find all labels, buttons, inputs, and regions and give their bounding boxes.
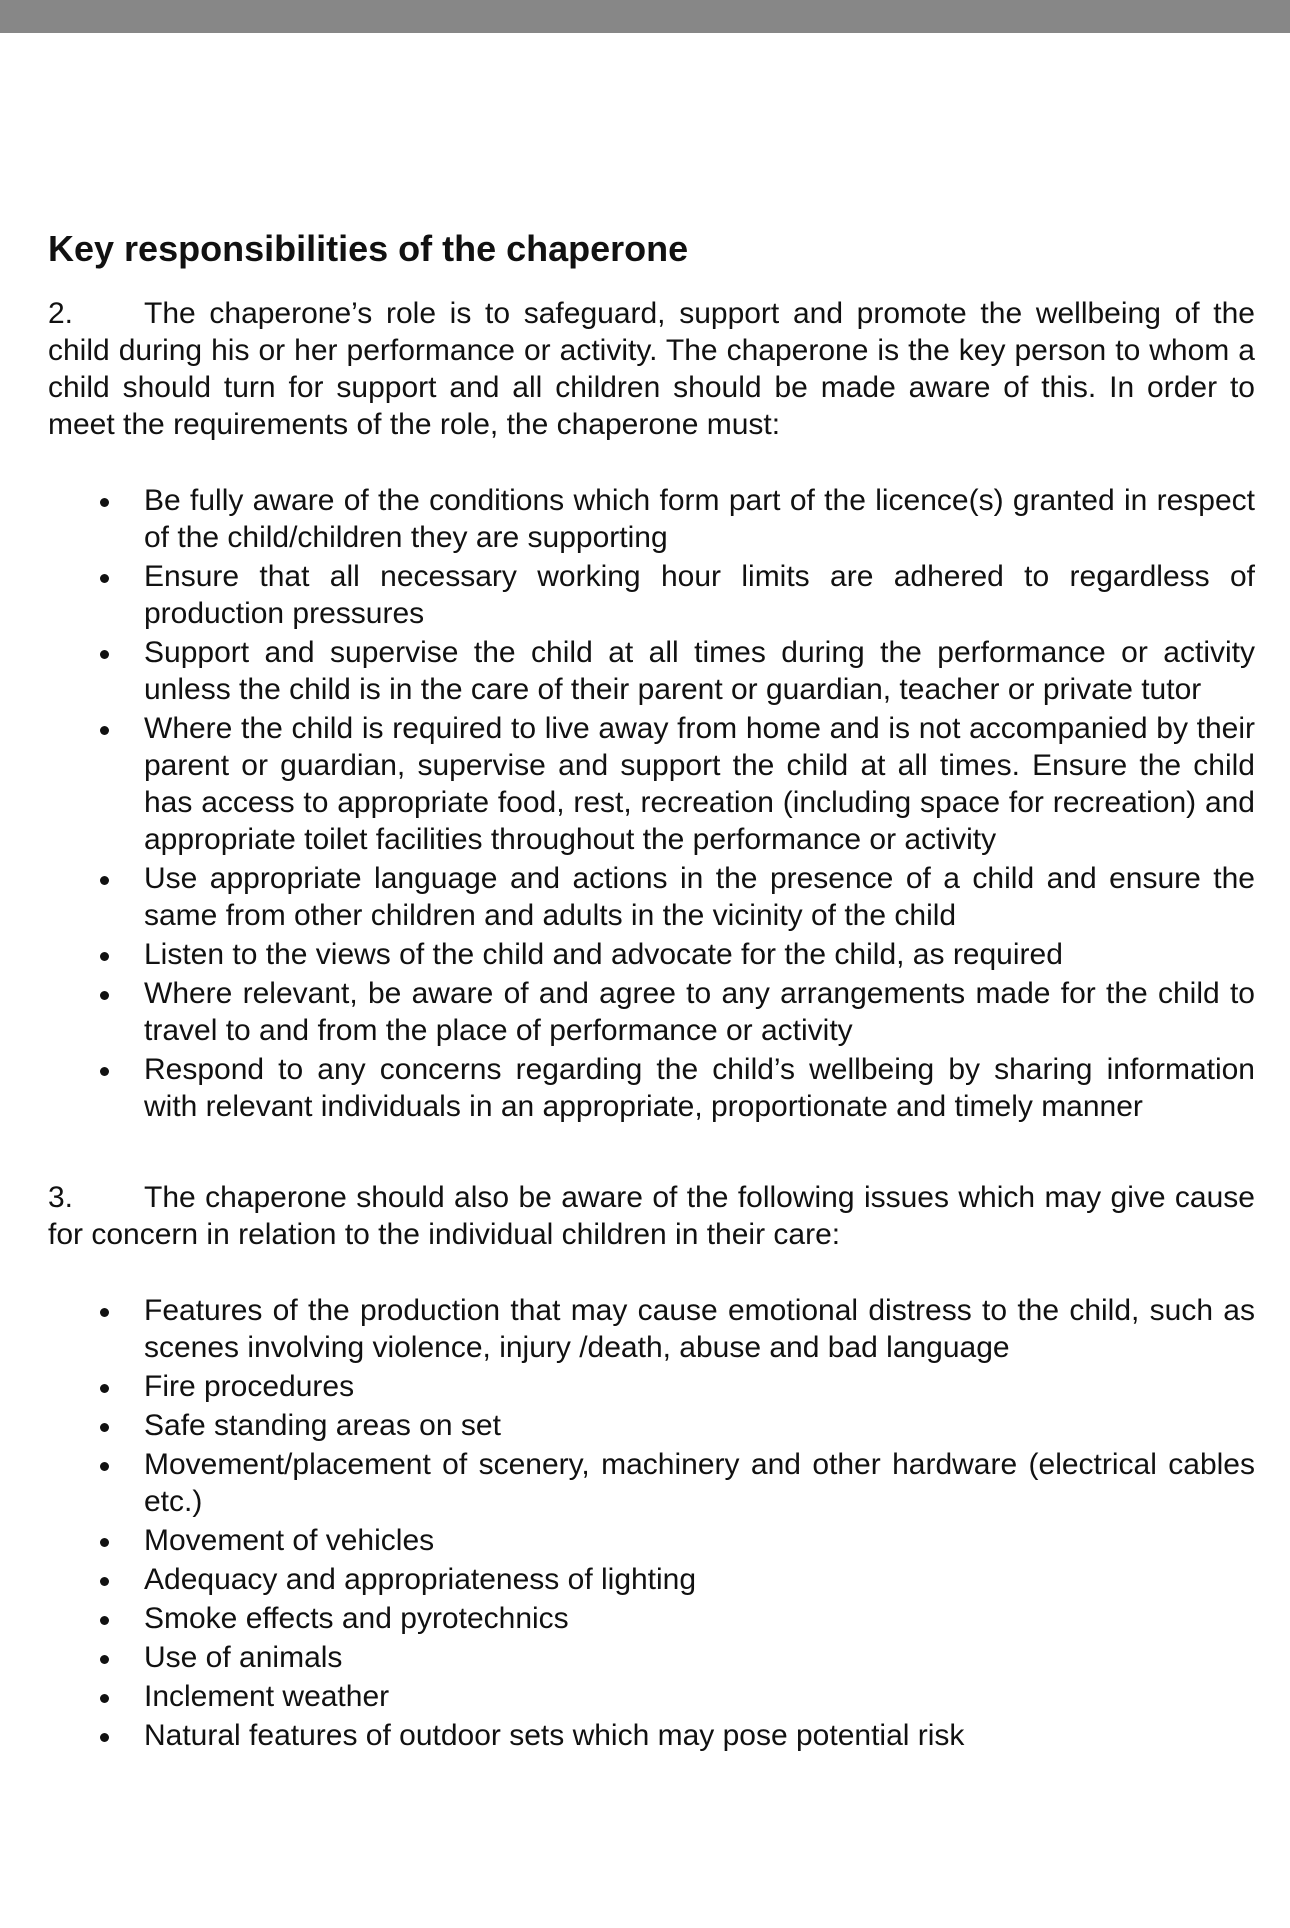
list-item: [48, 860, 1255, 934]
list-item: [48, 1639, 1255, 1676]
list-item-text: Be fully aware of the conditions which form part of the licence(s) granted in respect of the child/children they are supporting: [144, 484, 1255, 554]
list-item: [48, 1600, 1255, 1637]
section-2-number: 2.: [48, 297, 74, 330]
bullet-icon: [100, 991, 109, 1000]
list-item-text: Safe standing areas on set: [144, 1409, 501, 1442]
list-item: [48, 975, 1255, 1049]
list-item-text: Smoke effects and pyrotechnics: [144, 1602, 569, 1635]
bullet-icon: [100, 1538, 109, 1547]
list-item: [48, 1717, 1255, 1754]
list-item-text: Movement of vehicles: [144, 1524, 435, 1557]
list-item-text: Support and supervise the child at all times during the performance or activity unless the child is in the care of their parent or guardian, teacher or private tutor: [144, 636, 1255, 706]
bullet-icon: [100, 1694, 109, 1703]
list-item-text: Use of animals: [144, 1641, 343, 1674]
bullet-icon: [100, 1423, 109, 1432]
list-item-text: Where relevant, be aware of and agree to any arrangements made for the child to travel to and from the place of performance or activity: [144, 977, 1255, 1047]
list-item-text: Fire procedures: [144, 1370, 355, 1403]
bullet-icon: [100, 1308, 109, 1317]
list-item: [48, 710, 1255, 858]
bullet-icon: [100, 1067, 109, 1076]
bullet-icon: [100, 876, 109, 885]
bullet-icon: [100, 726, 109, 735]
section-3-number: 3.: [48, 1181, 74, 1214]
list-item: [48, 558, 1255, 632]
list-item: [48, 1446, 1255, 1520]
bullet-icon: [100, 498, 109, 507]
list-item: [48, 1522, 1255, 1559]
bullet-icon: [100, 952, 109, 961]
section-3-text: The chaperone should also be aware of the following issues which may give cause for concern in relation to the individual children in their care:: [48, 1181, 1255, 1251]
document-page: [48, 223, 1255, 1756]
section-2: [48, 295, 1255, 1125]
bullet-icon: [100, 574, 109, 583]
list-item: [48, 936, 1255, 973]
bullet-icon: [100, 650, 109, 659]
list-item: [48, 482, 1255, 556]
section-3: [48, 1179, 1255, 1754]
page-title: Key responsibilities of the chaperone: [48, 228, 689, 269]
list-item-text: Respond to any concerns regarding the child’s wellbeing by sharing information with relevant individuals in an appropriate, proportionate and timely manner: [144, 1053, 1255, 1123]
list-item-text: Features of the production that may cause emotional distress to the child, such as scenes involving violence, injury /death, abuse and bad language: [144, 1294, 1255, 1364]
section-2-paragraph: [48, 295, 1255, 443]
bullet-icon: [100, 1655, 109, 1664]
list-item: [48, 1561, 1255, 1598]
bullet-icon: [100, 1384, 109, 1393]
section-2-bullet-list: [48, 482, 1255, 1125]
bullet-icon: [100, 1577, 109, 1586]
list-item: [48, 634, 1255, 708]
bullet-icon: [100, 1462, 109, 1471]
list-item: [48, 1407, 1255, 1444]
list-item: [48, 1051, 1255, 1125]
top-status-bar: [0, 0, 1290, 33]
list-item-text: Adequacy and appropriateness of lighting: [144, 1563, 697, 1596]
list-item-text: Natural features of outdoor sets which may pose potential risk: [144, 1719, 965, 1752]
list-item-text: Inclement weather: [144, 1680, 390, 1713]
list-item-text: Where the child is required to live away from home and is not accompanied by their parent or guardian, supervise and support the child at all times. Ensure the child has access to appropriate food, rest, recreation (including space for recreation) and appropriate toilet facilities throughout the performance or activity: [144, 712, 1255, 856]
bullet-icon: [100, 1733, 109, 1742]
list-item-text: Ensure that all necessary working hour limits are adhered to regardless of production pressures: [144, 560, 1255, 630]
section-3-paragraph: [48, 1179, 1255, 1253]
bullet-icon: [100, 1616, 109, 1625]
list-item: [48, 1292, 1255, 1366]
list-item-text: Use appropriate language and actions in the presence of a child and ensure the same from other children and adults in the vicinity of the child: [144, 862, 1255, 932]
section-3-bullet-list: [48, 1292, 1255, 1754]
list-item: [48, 1368, 1255, 1405]
list-item: [48, 1678, 1255, 1715]
section-2-text: The chaperone’s role is to safeguard, support and promote the wellbeing of the child during his or her performance or activity. The chaperone is the key person to whom a child should turn for support and all children should be made aware of this. In order to meet the requirements of the role, the chaperone must:: [48, 297, 1255, 441]
list-item-text: Listen to the views of the child and advocate for the child, as required: [144, 938, 1063, 971]
list-item-text: Movement/placement of scenery, machinery and other hardware (electrical cables etc.): [144, 1448, 1255, 1518]
